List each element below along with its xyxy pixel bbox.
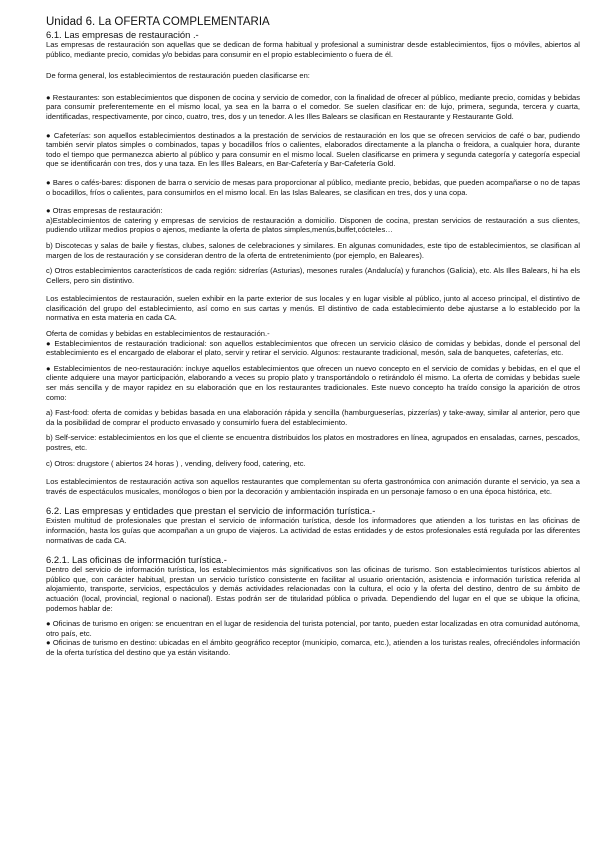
restaurantes-paragraph: ● Restaurantes: son establecimientos que disponen de cocina y servicio de comedor, con la finalidad de ofrecer al público, mediante precio, comidas y bebidas para consumir preferentemente en el mismo local, ya sea en la barra o el comedor. Se suelen clasificar en: de lujo, primera, segunda, tercera y cuarta, identificadas, respectivamente, por cinco, cuatro, tres, dos y un tenedor. A les Illes Balears se clasifican en Restaurante y Restaurante Gold.: [46, 92, 580, 121]
otras-a-paragraph: a)Establecimientos de catering y empresas de servicios de restauración a domicilio. Disponen de cocina, prestan servicios de restauración a sus clientes, pudiendo utilizar medios propios o ajenos, mediante la oferta de platos simples,menús,buffet,cócteles…: [46, 215, 580, 235]
animacion-paragraph: Los establecimientos de restauración activa son aquellos restaurantes que complementan su oferta gastronómica con animación durante el servicio, ya sea a través de espectáculos musicales, monólogos o bien por la decoración y ambientación inspirada en un personaje famoso o en una época histórica, etc.: [46, 477, 580, 496]
fastfood-paragraph: a) Fast-food: oferta de comidas y bebidas basada en una elaboración rápida y sencilla (hamburgueserías, pizzerías) y take-away, similar al anterior, pero que da la posibilidad de comprar el producto envasado y consumirlo fuera del establecimiento.: [46, 408, 580, 427]
otras-c-paragraph: c) Otros establecimientos característicos de cada región: sidrerías (Asturias), mesones rurales (Andalucía) y furanchos (Galicia), etc. Als Illes Balears, hi ha els Cellers, pero sin distintivo.: [46, 266, 580, 285]
otros-paragraph: c) Otros: drugstore ( abiertos 24 horas ) , vending, delivery food, catering, etc.: [46, 458, 306, 468]
tradicional-paragraph: ● Establecimientos de restauración tradicional: son aquellos establecimientos que ofrecen un servicio clásico de comidas y bebidas, donde el personal del establecimiento es el encargado de elaborar el plato, servir y retirar el servicio. Algunos: restaurante tradicional, mesón, sala de banquetes, cafeterías, etc.: [46, 338, 580, 358]
otras-heading: ● Otras empresas de restauración:: [46, 206, 163, 216]
section-heading-6-2-1: 6.2.1. Las oficinas de información turística.-: [46, 554, 227, 566]
section-heading-6-1: 6.1. Las empresas de restauración .-: [46, 29, 199, 40]
destino-paragraph: ● Oficinas de turismo en destino: ubicadas en el ámbito geográfico receptor (municipio, comarca, etc.), atienden a los turistas reales, ofreciéndoles información de la oferta turística del destino que ya están visitando.: [46, 638, 580, 657]
s21-paragraph: Dentro del servicio de información turística, los establecimientos más significativos son las oficinas de turismo. Son establecimientos turísticos abiertos al público que, con carácter habitual, prestan un servicio turístico consistente en facilitar al usuario orientación, asistencia e información turística referida al alojamiento, transporte, servicios, espectáculos y demás actividades relacionadas con la cultura, el ocio y la oferta del destino, dentro de su ámbito de actuación (local, provincial, regional o nacional). Estas podrán ser de titularidad pública o privada. Dependiendo del lugar en el que se ubique la oficina, podemos hablar de:: [46, 565, 580, 613]
classify-paragraph: De forma general, los establecimientos de restauración pueden clasificarse en:: [46, 71, 310, 81]
distintivo-paragraph: Los establecimientos de restauración, suelen exhibir en la parte exterior de sus locales y en lugar visible al público, junto al acceso principal, el distintivo de clasificación del grupo del establecimiento, así como en sus cartas y menús. El distintivo de cada establecimiento debe ajustarse a lo establecido por la normativa en esta materia en cada CA.: [46, 294, 580, 323]
bares-paragraph: ● Bares o cafés-bares: disponen de barra o servicio de mesas para proporcionar al público, mediante precio, bebidas, que pueden acompañarse o no de tapas o bocadillos, fríos o calientes, para consumirlos en el mismo local. En las Islas Baleares, se clasifican en tres, dos y una copa.: [46, 177, 580, 197]
oferta-heading: Oferta de comidas y bebidas en establecimientos de restauración.-: [46, 329, 270, 339]
selfservice-paragraph: b) Self-service: establecimientos en los que el cliente se encuentra distribuidos los platos en mostradores en línea, agrupados en ensaladas, carnes, pescados, postres, etc.: [46, 433, 580, 452]
section-heading-6-2: 6.2. Las empresas y entidades que prestan el servicio de información turística.-: [46, 505, 376, 517]
intro-paragraph: Las empresas de restauración son aquellas que se dedican de forma habitual y profesional a suministrar desde establecimientos, fijos o móviles, abiertos al público, mediante precio, comidas y/o bebidas para consumir en el propio establecimiento o fuera de él.: [46, 40, 580, 59]
s2-paragraph: Existen multitud de profesionales que prestan el servicio de información turística, desde los informadores que atienden a los turistas en las oficinas de información, hasta los guías que acompañan a un grupo de viajeros. La actividad de estas entidades y de estos profesionales está regulada por las diferentes normativas de cada CA.: [46, 516, 580, 545]
origen-paragraph: ● Oficinas de turismo en origen: se encuentran en el lugar de residencia del turista potencial, por tanto, pueden estar localizadas en otra comunidad autónoma, otro país, etc.: [46, 619, 580, 638]
cafeterias-paragraph: ● Cafeterías: son aquellos establecimientos destinados a la prestación de servicios de restauración en los que se ofrecen servicios de café o bar, pudiendo también servir platos simples o combinados, tapas y bocadillos fríos o calientes, elaborados directamente a la plancha o freidora, a cualquier hora, durante todo el tiempo que permanezca abierto al público y para consumir en el mismo local. Suelen clasificarse en primera y segunda categoría y categoría especial que se identificarán con tres, dos y una taza. En les Illes Balears, en Bar-Cafetería y Bar-Cafetería Gold.: [46, 130, 580, 169]
neo-paragraph: ● Establecimientos de neo-restauración: incluye aquellos establecimientos que ofrecen un nuevo concepto en el servicio de comidas y bebidas, en el que el cliente adquiere una mayor participación, elaborando a veces su propio plato y transportándolo o retirándolo él mismo. La oferta de comidas y bebidas suele ser más sencilla y de mayor rapidez en su elaboración que en los restaurantes tradicionales. Este nuevo concepto ha traído consigo la aparición de otros como:: [46, 363, 580, 402]
otras-b-paragraph: b) Discotecas y salas de baile y fiestas, clubes, salones de celebraciones y similares. En algunas comunidades, este tipo de establecimientos, se clasifican al margen de los de restauración y se consideran dentro de la oferta de entretenimiento (por ejemplo, en Baleares).: [46, 240, 580, 260]
unit-title: Unidad 6. La OFERTA COMPLEMENTARIA: [46, 16, 270, 28]
